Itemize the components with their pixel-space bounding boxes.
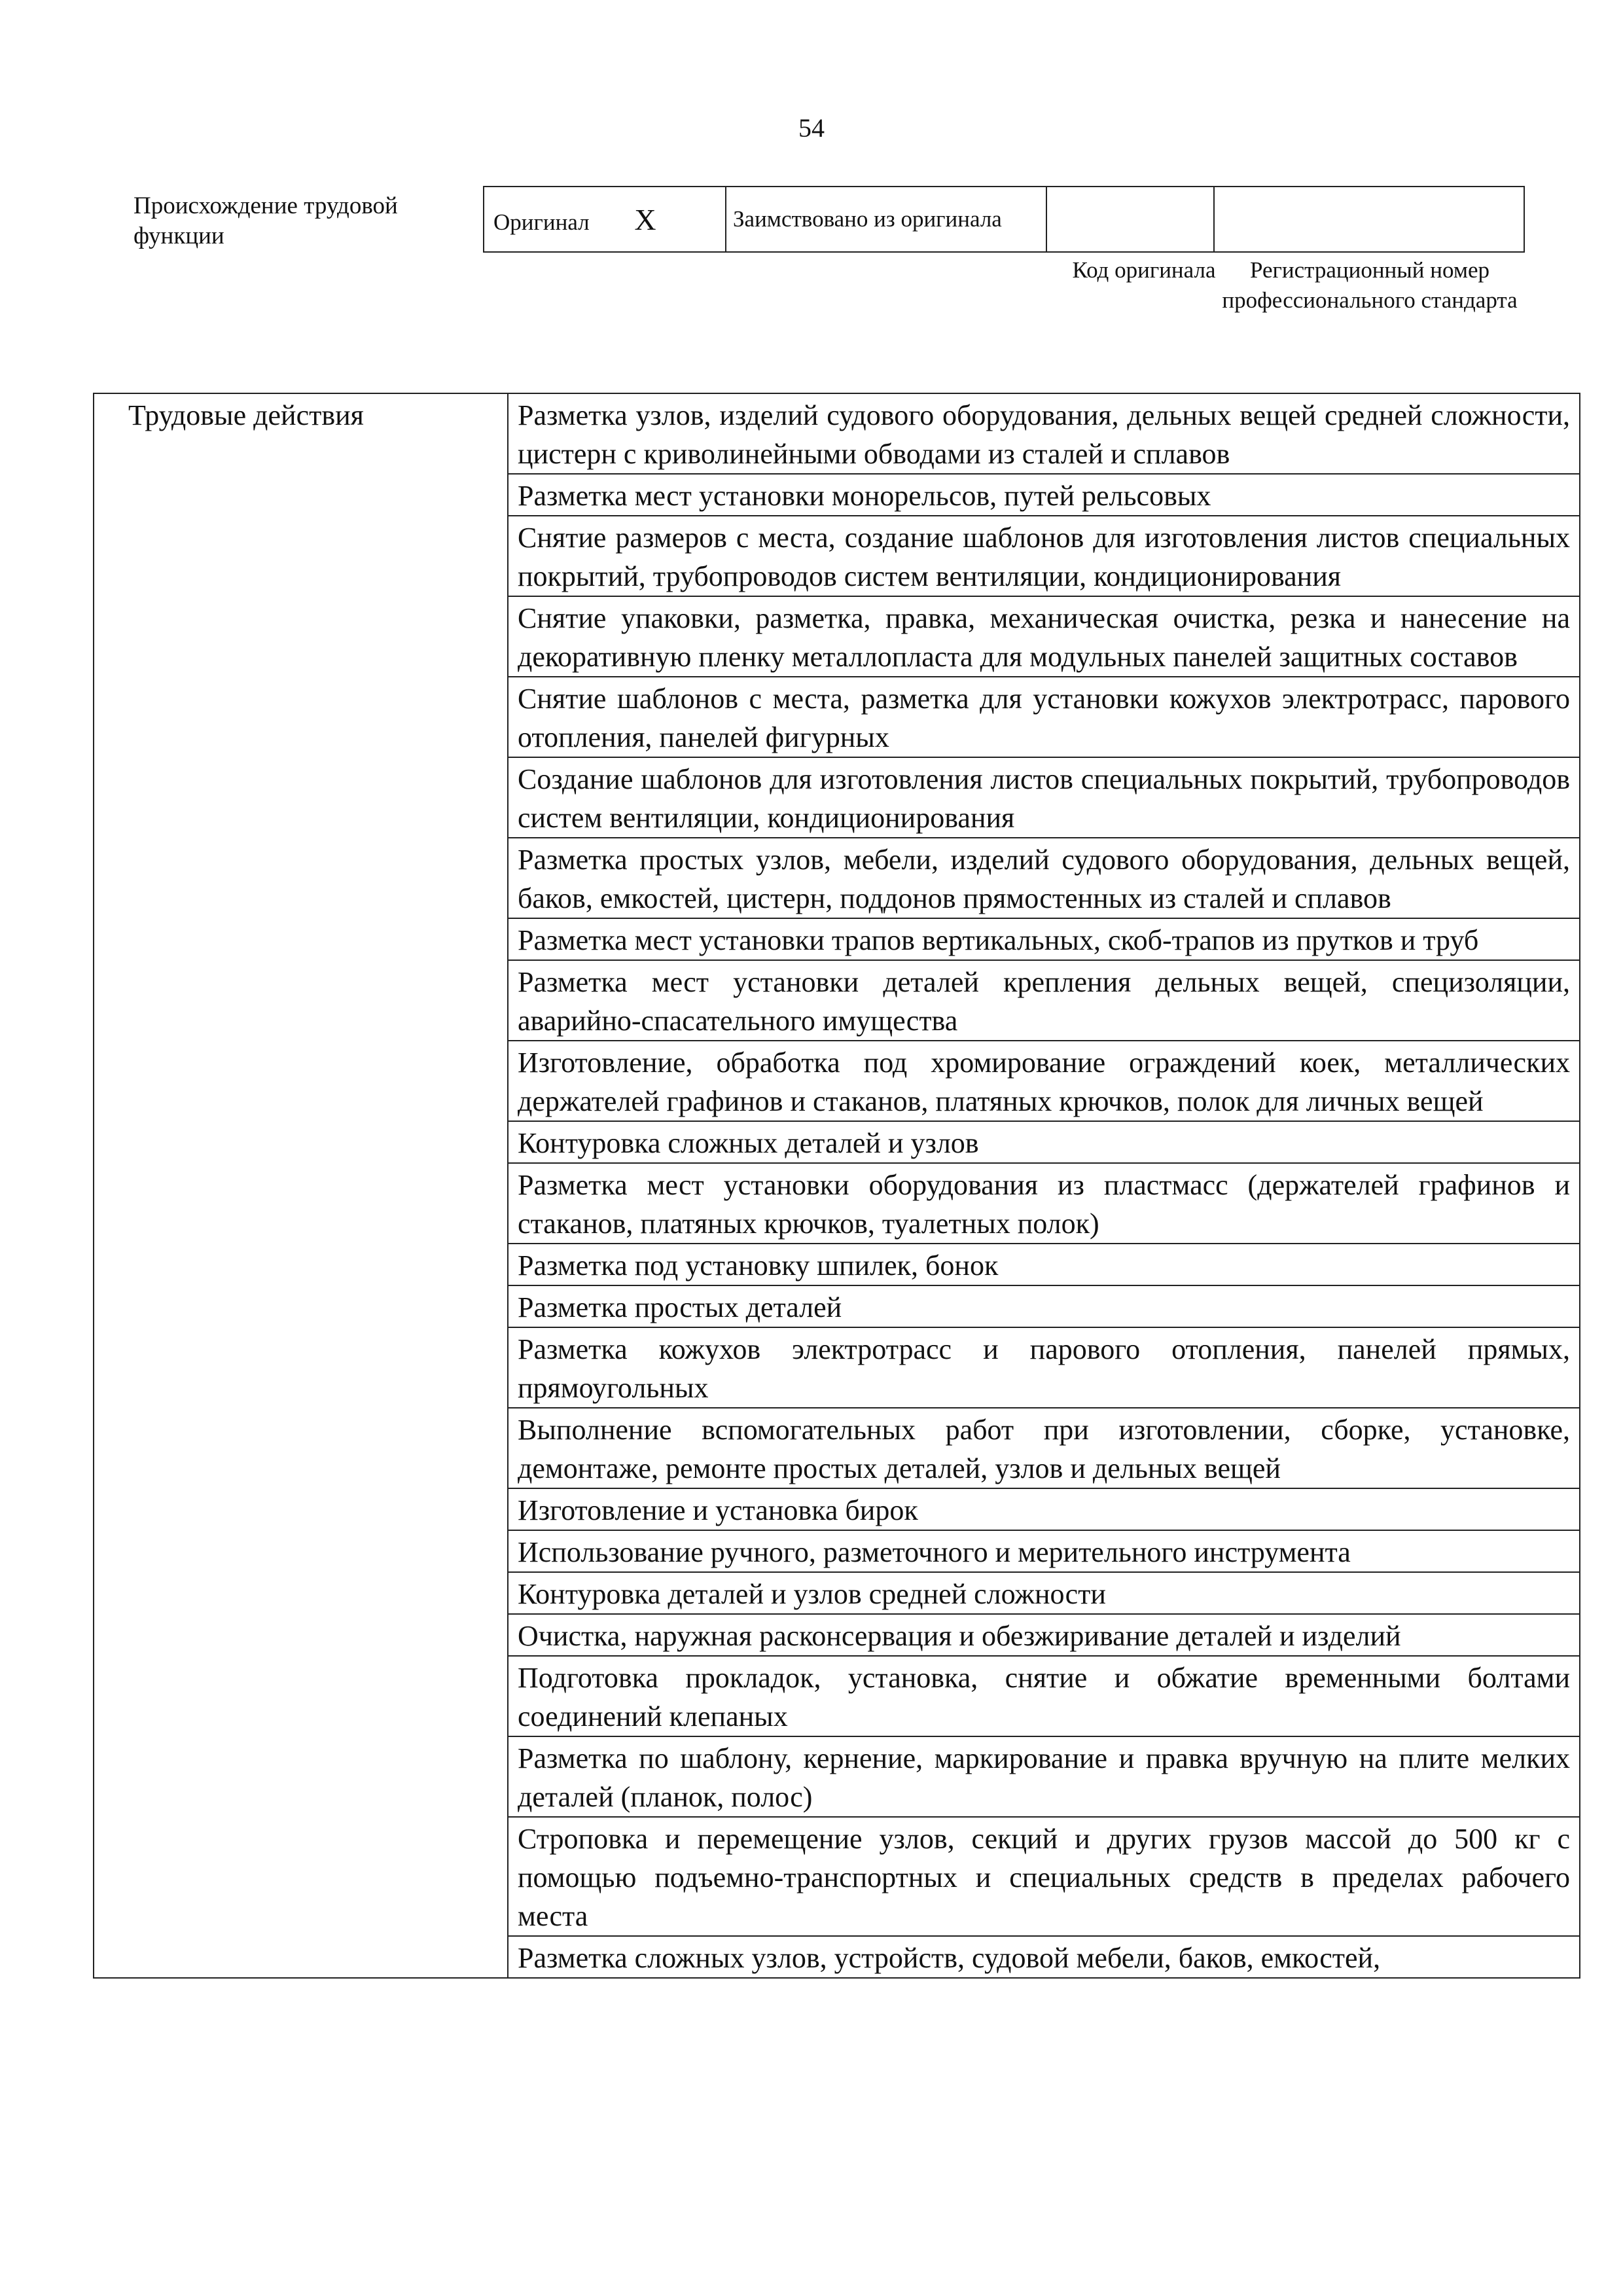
labor-action-item: Снятие упаковки, разметка, правка, механическая очистка, резка и нанесение на декоративную пленку металлопласта для модульных панелей защитных составов <box>508 596 1580 677</box>
original-cell <box>484 187 726 252</box>
origin-table <box>483 186 1525 253</box>
labor-action-item: Разметка по шаблону, кернение, маркирование и правка вручную на плите мелких деталей (планок, полос) <box>508 1736 1580 1817</box>
origin-label: Происхождение трудовой функции <box>134 192 398 249</box>
borrowed-cell: Заимствовано из оригинала <box>726 187 1046 252</box>
labor-action-item: Выполнение вспомогательных работ при изготовлении, сборке, установке, демонтаже, ремонте простых деталей, узлов и дельных вещей <box>508 1408 1580 1488</box>
labor-action-item: Разметка мест установки трапов вертикальных, скоб-трапов из прутков и труб <box>508 918 1580 960</box>
labor-actions-table <box>93 393 1580 1979</box>
labor-action-item: Разметка кожухов электротрасс и парового отопления, панелей прямых, прямоугольных <box>508 1327 1580 1408</box>
labor-action-item: Контуровка деталей и узлов средней сложности <box>508 1572 1580 1614</box>
labor-action-item: Создание шаблонов для изготовления листов специальных покрытий, трубопроводов систем вентиляции, кондиционирования <box>508 757 1580 838</box>
labor-action-item: Использование ручного, разметочного и мерительного инструмента <box>508 1530 1580 1572</box>
code-cell <box>1046 187 1214 252</box>
labor-action-item: Разметка мест установки оборудования из пластмасс (держателей графинов и стаканов, платяных крючков, туалетных полок) <box>508 1163 1580 1244</box>
labor-action-item: Разметка узлов, изделий судового оборудования, дельных вещей средней сложности, цистерн с криволинейными обводами из сталей и сплавов <box>508 393 1580 474</box>
labor-action-item: Разметка сложных узлов, устройств, судовой мебели, баков, емкостей, <box>508 1936 1580 1978</box>
reg-number-caption: Регистрационный номер профессионального стандарта <box>1222 257 1518 313</box>
labor-actions-label: Трудовые действия <box>94 393 508 1978</box>
code-caption: Код оригинала <box>1072 257 1216 283</box>
original-text: Оригинал <box>493 209 590 235</box>
labor-action-item: Разметка простых узлов, мебели, изделий судового оборудования, дельных вещей, баков, емкостей, цистерн, поддонов прямостенных из сталей и сплавов <box>508 838 1580 918</box>
labor-action-item: Разметка мест установки деталей крепления дельных вещей, специзоляции, аварийно-спасательного имущества <box>508 960 1580 1041</box>
labor-action-item: Разметка под установку шпилек, бонок <box>508 1244 1580 1285</box>
labor-action-item: Контуровка сложных деталей и узлов <box>508 1121 1580 1163</box>
labor-action-item: Очистка, наружная расконсервация и обезжиривание деталей и изделий <box>508 1614 1580 1656</box>
labor-action-item: Снятие шаблонов с места, разметка для установки кожухов электротрасс, парового отопления, панелей фигурных <box>508 677 1580 757</box>
labor-action-item: Разметка мест установки монорельсов, путей рельсовых <box>508 474 1580 516</box>
labor-action-item: Разметка простых деталей <box>508 1285 1580 1327</box>
labor-action-item: Изготовление, обработка под хромирование ограждений коек, металлических держателей графинов и стаканов, платяных крючков, полок для личных вещей <box>508 1041 1580 1121</box>
original-mark: X <box>634 202 656 236</box>
labor-action-item: Снятие размеров с места, создание шаблонов для изготовления листов специальных покрытий, трубопроводов систем вентиляции, кондиционирования <box>508 516 1580 596</box>
labor-action-item: Изготовление и установка бирок <box>508 1488 1580 1530</box>
labor-action-item: Строповка и перемещение узлов, секций и других грузов массой до 500 кг с помощью подъемно-транспортных и специальных средств в пределах рабочего места <box>508 1817 1580 1936</box>
page-number: 54 <box>798 113 825 143</box>
reg-number-cell <box>1214 187 1524 252</box>
labor-action-item: Подготовка прокладок, установка, снятие и обжатие временными болтами соединений клепаных <box>508 1656 1580 1736</box>
